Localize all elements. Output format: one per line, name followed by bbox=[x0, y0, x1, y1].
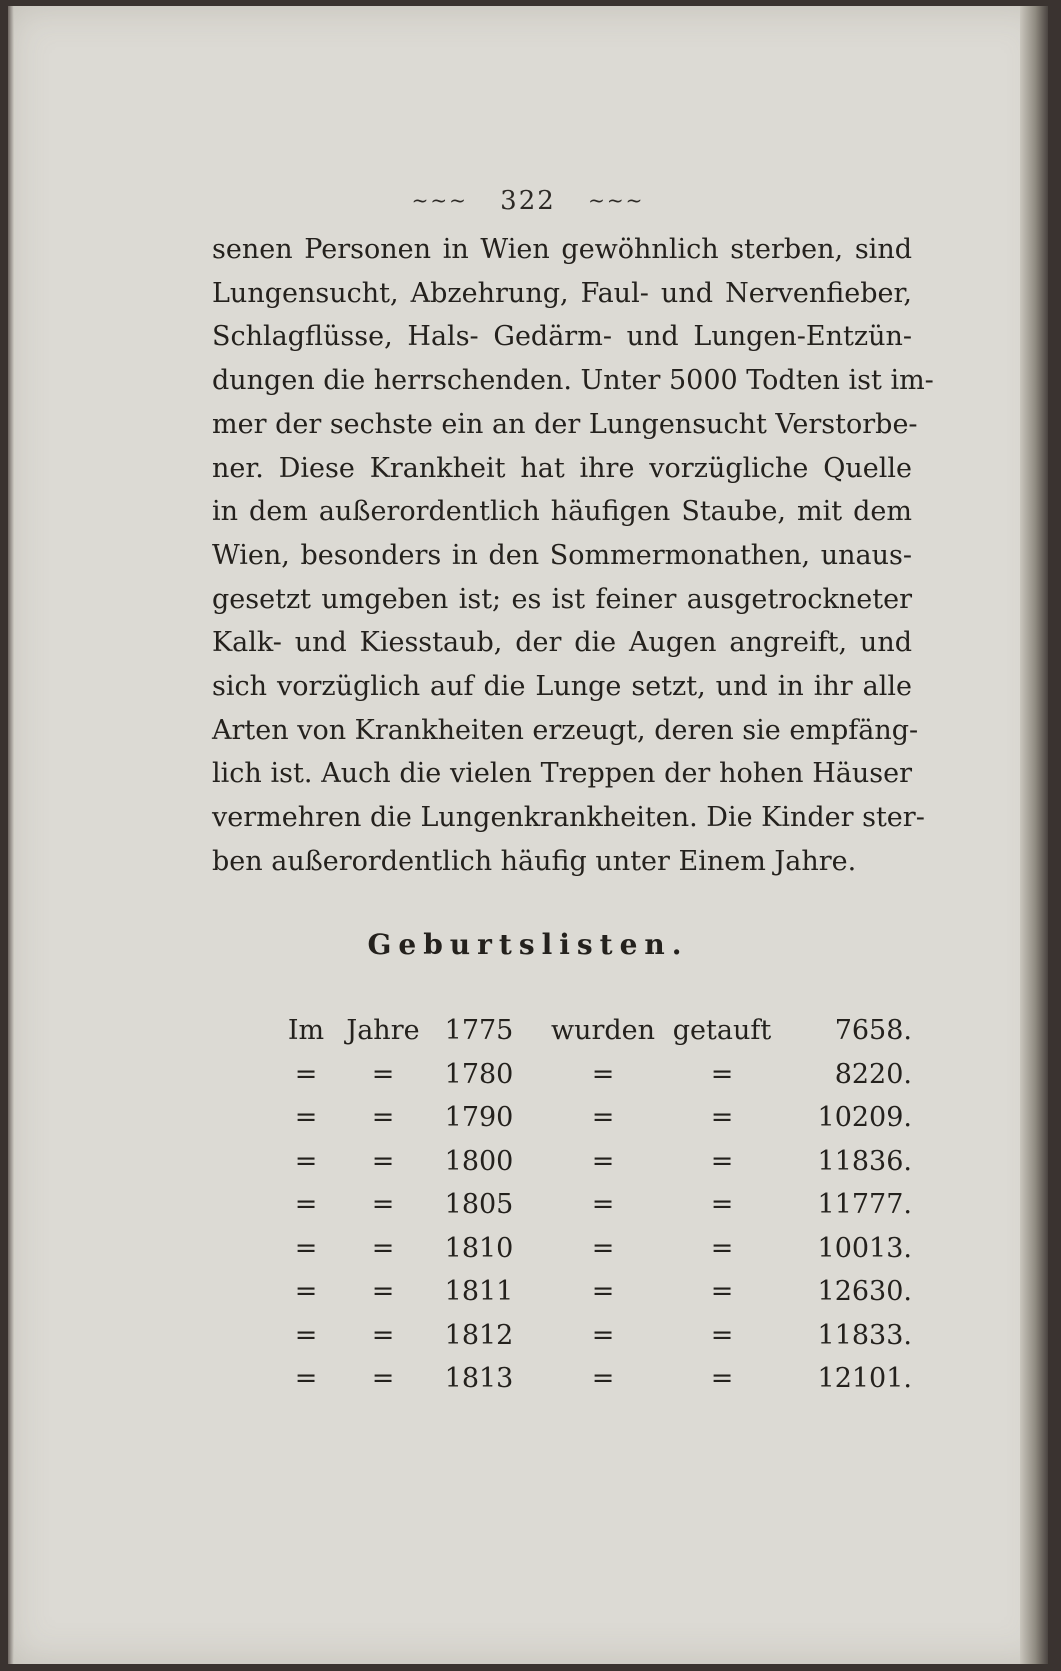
ditto-mark: = bbox=[591, 1189, 615, 1221]
cell-count: 11777. bbox=[817, 1189, 912, 1221]
cell-year: 1810 bbox=[444, 1232, 514, 1264]
ditto-mark: = bbox=[371, 1102, 395, 1134]
cell-count: 7658. bbox=[834, 1015, 912, 1047]
cell-year: 1790 bbox=[444, 1102, 514, 1134]
body-line: dungen die herrschenden. Unter 5000 Todten ist im- bbox=[212, 365, 934, 397]
cell-wurden: wurden bbox=[550, 1015, 656, 1047]
book-binding bbox=[1020, 6, 1048, 1664]
ditto-mark: = bbox=[591, 1276, 615, 1308]
ditto-mark: = bbox=[710, 1232, 734, 1264]
ditto-mark: = bbox=[371, 1363, 395, 1395]
body-line: Arten von Krankheiten erzeugt, deren sie empfäng- bbox=[212, 714, 919, 746]
page-left-edge bbox=[8, 6, 14, 1664]
cell-year: 1775 bbox=[444, 1015, 514, 1047]
ditto-mark: = bbox=[591, 1363, 615, 1395]
ditto-mark: = bbox=[294, 1189, 318, 1221]
page-header bbox=[8, 186, 1048, 216]
cell-count: 10013. bbox=[817, 1232, 912, 1264]
ditto-mark: = bbox=[294, 1058, 318, 1090]
ditto-mark: = bbox=[371, 1276, 395, 1308]
cell-count: 12101. bbox=[817, 1363, 912, 1395]
page-number: 322 bbox=[500, 186, 556, 216]
table-row bbox=[270, 1314, 912, 1358]
cell-year: 1811 bbox=[444, 1276, 514, 1308]
cell-count: 8220. bbox=[834, 1058, 912, 1090]
table-row bbox=[270, 1009, 912, 1053]
body-line: Lungensucht, Abzehrung, Faul- und Nervenfieber, bbox=[212, 277, 912, 309]
section-title: Geburtslisten. bbox=[367, 928, 689, 961]
cell-count: 11833. bbox=[817, 1319, 912, 1351]
body-line: gesetzt umgeben ist; es ist feiner ausgetrockneter bbox=[212, 583, 912, 615]
header-ornament-right: ~~~ bbox=[588, 188, 645, 212]
ditto-mark: = bbox=[710, 1363, 734, 1395]
ditto-mark: = bbox=[371, 1189, 395, 1221]
cell-count: 11836. bbox=[817, 1145, 912, 1177]
body-line: in dem außerordentlich häufigen Staube, mit dem bbox=[212, 496, 912, 528]
body-line: Kalk- und Kiesstaub, der die Augen angreift, und bbox=[212, 627, 912, 659]
cell-year: 1805 bbox=[444, 1189, 514, 1221]
body-line: senen Personen in Wien gewöhnlich sterben, sind bbox=[212, 234, 912, 265]
book-page bbox=[8, 6, 1048, 1664]
ditto-mark: = bbox=[591, 1058, 615, 1090]
cell-im: Im bbox=[287, 1015, 325, 1047]
cell-count: 10209. bbox=[817, 1102, 912, 1134]
cell-year: 1800 bbox=[444, 1145, 514, 1177]
body-line: Schlagflüsse, Hals- Gedärm- und Lungen-Entzün- bbox=[212, 321, 912, 353]
table-row bbox=[270, 1357, 912, 1401]
body-line: Wien, besonders in den Sommermonathen, unaus- bbox=[212, 539, 912, 571]
birth-list-table bbox=[270, 1009, 912, 1401]
ditto-mark: = bbox=[710, 1319, 734, 1351]
body-paragraph bbox=[212, 228, 934, 884]
table-row bbox=[270, 1227, 912, 1271]
ditto-mark: = bbox=[591, 1232, 615, 1264]
ditto-mark: = bbox=[710, 1189, 734, 1221]
body-line: mer der sechste ein an der Lungensucht Verstorbe- bbox=[212, 408, 918, 440]
body-line: lich ist. Auch die vielen Treppen der hohen Häuser bbox=[212, 758, 912, 790]
ditto-mark: = bbox=[294, 1102, 318, 1134]
ditto-mark: = bbox=[371, 1232, 395, 1264]
ditto-mark: = bbox=[710, 1058, 734, 1090]
ditto-mark: = bbox=[371, 1058, 395, 1090]
cell-year: 1812 bbox=[444, 1319, 514, 1351]
header-ornament-left: ~~~ bbox=[411, 188, 468, 212]
body-line: vermehren die Lungenkrankheiten. Die Kinder ster- bbox=[212, 802, 925, 834]
ditto-mark: = bbox=[591, 1145, 615, 1177]
body-line: sich vorzüglich auf die Lunge setzt, und in ihr alle bbox=[212, 671, 912, 703]
cell-year: 1813 bbox=[444, 1363, 514, 1395]
cell-getauft: getauft bbox=[672, 1015, 772, 1047]
body-line: ner. Diese Krankheit hat ihre vorzügliche Quelle bbox=[212, 452, 912, 484]
table-row bbox=[270, 1270, 912, 1314]
ditto-mark: = bbox=[294, 1276, 318, 1308]
ditto-mark: = bbox=[591, 1102, 615, 1134]
ditto-mark: = bbox=[710, 1276, 734, 1308]
ditto-mark: = bbox=[371, 1319, 395, 1351]
ditto-mark: = bbox=[294, 1319, 318, 1351]
cell-year: 1780 bbox=[444, 1058, 514, 1090]
ditto-mark: = bbox=[710, 1102, 734, 1134]
ditto-mark: = bbox=[294, 1363, 318, 1395]
table-row bbox=[270, 1183, 912, 1227]
table-row bbox=[270, 1053, 912, 1097]
table-row bbox=[270, 1140, 912, 1184]
body-line-last: ben außerordentlich häufig unter Einem Jahre. bbox=[212, 845, 857, 877]
ditto-mark: = bbox=[294, 1232, 318, 1264]
ditto-mark: = bbox=[294, 1145, 318, 1177]
cell-jahre: Jahre bbox=[346, 1015, 420, 1047]
table-row bbox=[270, 1096, 912, 1140]
ditto-mark: = bbox=[591, 1319, 615, 1351]
ditto-mark: = bbox=[371, 1145, 395, 1177]
cell-count: 12630. bbox=[817, 1276, 912, 1308]
ditto-mark: = bbox=[710, 1145, 734, 1177]
